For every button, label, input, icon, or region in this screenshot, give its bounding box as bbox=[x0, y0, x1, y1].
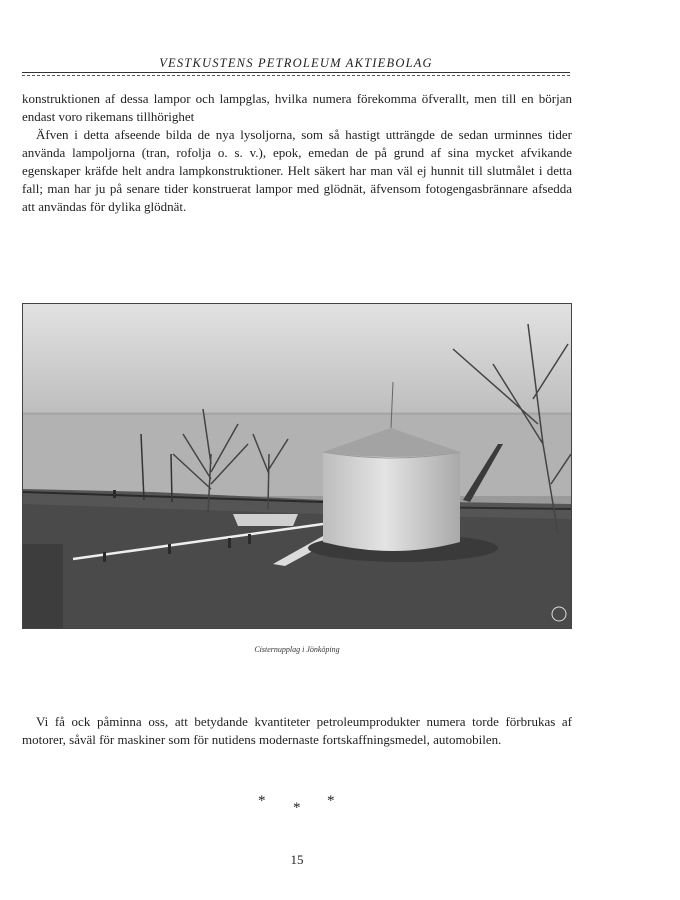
page-number: 15 bbox=[290, 852, 304, 867]
paragraph-continuation: konstruktionen af dessa lampor och lampglas, hvilka numera förekomma öfverallt, men till en början endast voro rikemans tillhörighet bbox=[22, 91, 572, 124]
photo-illustration bbox=[23, 304, 571, 628]
sky bbox=[23, 304, 571, 416]
ornament-star: * bbox=[258, 793, 266, 809]
paragraph-motorer: Vi få ock påminna oss, att betydande kvantiteter petroleumprodukter numera torde förbrukas af motorer, såväl för maskiner som för nutidens modernaste fortskaffningsmedel, automobilen. bbox=[22, 714, 572, 747]
body-text-top bbox=[22, 90, 572, 216]
ornament-star: * bbox=[293, 800, 301, 816]
body-text-bottom bbox=[22, 713, 572, 749]
lake-water bbox=[23, 412, 571, 496]
cistern-tank bbox=[323, 452, 460, 551]
paragraph-lysoljor: Äfven i detta afseende bilda de nya lysoljorna, som så hastigt utträngde de sedan urminnes tider använda lampoljorna (tran, rofolja o. s. v.), epok, emedan de på grund af sina mycket afvikande egenskaper kräfde helt andra lampkonstruktioner. Helt säkert har man väl ej hunnit till slutmålet i detta fall; man har ju på senare tider konstruerat lampor med glödnät, äfvensom fotogengasbrännare afsedda att användas för dylika glödnät. bbox=[22, 127, 572, 214]
photo-caption: Cisternupplag i Jönköping bbox=[254, 645, 340, 654]
ornament-star: * bbox=[327, 793, 335, 809]
timber-pile bbox=[233, 514, 298, 526]
header-rule bbox=[22, 72, 570, 73]
running-header: VESTKUSTENS PETROLEUM AKTIEBOLAG bbox=[159, 56, 433, 70]
header-rule-dashed bbox=[22, 75, 570, 76]
shed bbox=[23, 544, 63, 628]
cistern-photograph bbox=[22, 303, 572, 629]
